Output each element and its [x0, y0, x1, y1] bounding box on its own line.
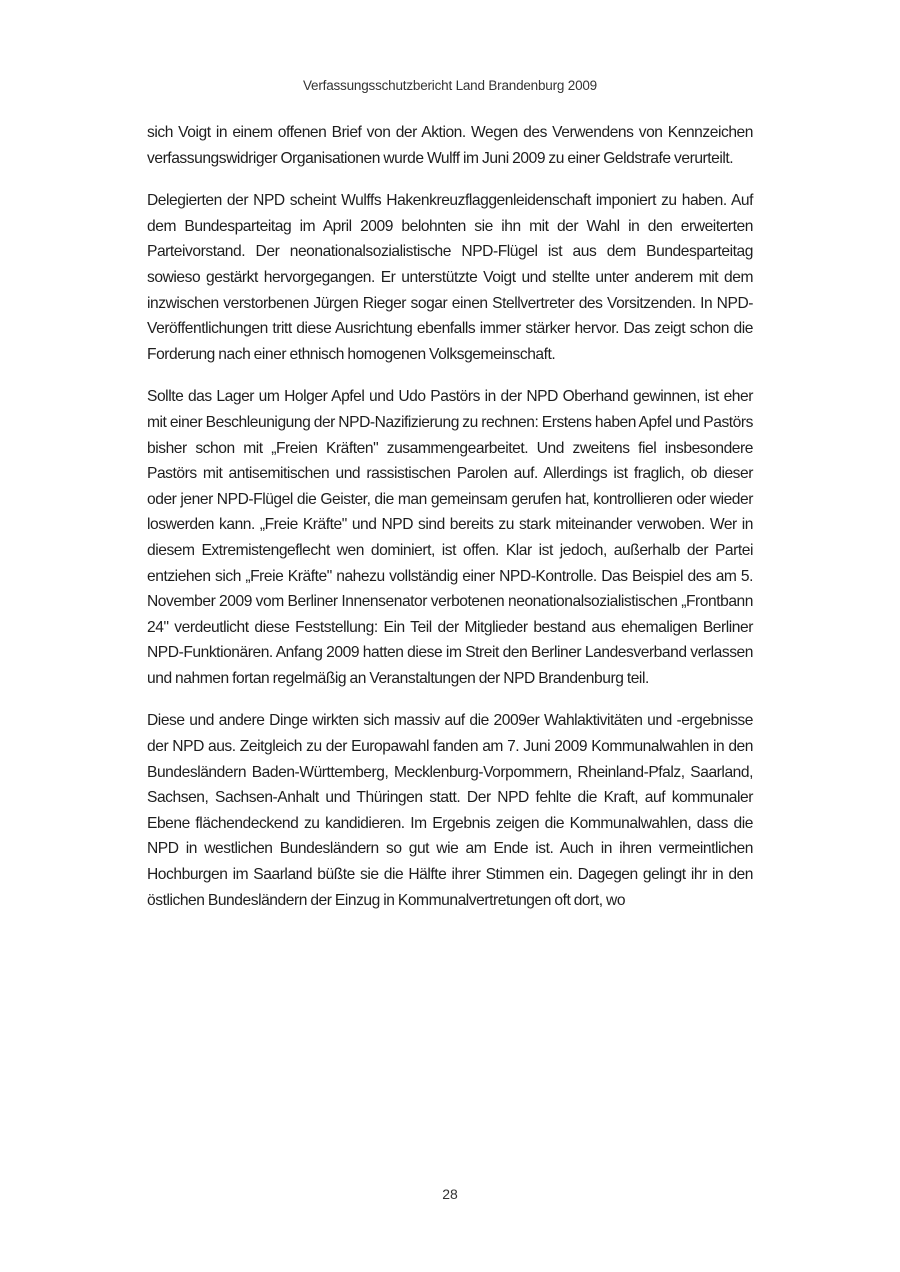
paragraph-1: sich Voigt in einem offenen Brief von der Aktion. Wegen des Verwendens von Kennzeichen verfassungswidriger Organisationen wurde Wulff im Juni 2009 zu einer Geldstrafe verurteilt.	[147, 124, 753, 167]
running-header: Verfassungsschutzbericht Land Brandenburg 2009	[302, 78, 597, 93]
page-number: 28	[442, 1186, 458, 1202]
paragraph-2: Delegierten der NPD scheint Wulffs Hakenkreuzflaggenleidenschaft imponiert zu haben. Auf dem Bundesparteitag im April 2009 belohnten sie ihn mit der Wahl in den erweiterten Parteivorstand. Der neonationalsozialistische NPD-Flügel ist aus dem Bundesparteitag sowieso gestärkt hervorgegangen. Er unterstützte Voigt und stellte unter anderem mit dem inzwischen verstorbenen Jürgen Rieger sogar einen Stellvertreter des Vorsitzenden. In NPD-Veröffentlichungen tritt diese Ausrichtung ebenfalls immer stärker hervor. Das zeigt schon die Forderung nach einer ethnisch homogenen Volksgemeinschaft.	[147, 192, 753, 363]
paragraph-4: Diese und andere Dinge wirkten sich massiv auf die 2009er Wahlaktivitäten und -ergebnisse der NPD aus. Zeitgleich zu der Europawahl fanden am 7. Juni 2009 Kommunalwahlen in den Bundesländern Baden-Württemberg, Mecklenburg-Vorpommern, Rheinland-Pfalz, Saarland, Sachsen, Sachsen-Anhalt und Thüringen statt. Der NPD fehlte die Kraft, auf kommunaler Ebene flächendeckend zu kandidieren. Im Ergebnis zeigen die Kommunalwahlen, dass die NPD in westlichen Bundesländern so gut wie am Ende ist. Auch in ihren vermeintlichen Hochburgen im Saarland büßte sie die Hälfte ihrer Stimmen ein. Dagegen gelingt ihr in den östlichen Bundesländern der Einzug in Kommunalvertretungen oft dort, wo	[147, 712, 753, 909]
paragraph-3: Sollte das Lager um Holger Apfel und Udo Pastörs in der NPD Oberhand gewinnen, ist eher mit einer Beschleunigung der NPD-Nazifizierung zu rechnen: Erstens haben Apfel und Pastörs bisher schon mit „Freien Kräften" zusammengearbeitet. Und zweitens fiel insbesondere Pastörs mit antisemitischen und rassistischen Parolen auf. Allerdings ist fraglich, ob dieser oder jener NPD-Flügel die Geister, die man gemeinsam gerufen hat, kontrollieren oder wieder loswerden kann. „Freie Kräfte" und NPD sind bereits zu stark miteinander verwoben. Wer in diesem Extremistengeflecht wen dominiert, ist offen. Klar ist jedoch, außerhalb der Partei entziehen sich „Freie Kräfte" nahezu vollständig einer NPD-Kontrolle. Das Beispiel des am 5. November 2009 vom Berliner Innensenator verbotenen neonationalsozialistischen „Frontbann 24" verdeutlicht diese Feststellung: Ein Teil der Mitglieder bestand aus ehemaligen Berliner NPD-Funktionären. Anfang 2009 hatten diese im Streit den Berliner Landesverband verlassen und nahmen fortan regelmäßig an Veranstaltungen der NPD Brandenburg teil.	[147, 388, 753, 687]
body-text	[147, 120, 753, 930]
